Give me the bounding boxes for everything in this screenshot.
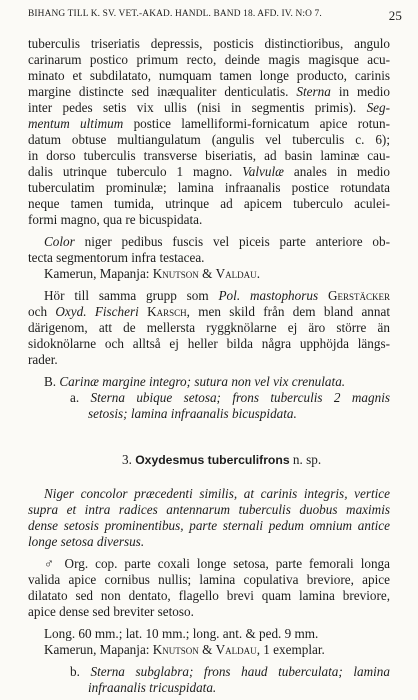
page-number: 25 bbox=[388, 8, 402, 23]
text-run: & bbox=[198, 642, 216, 657]
text-run: Kamerun, Mapanja: bbox=[44, 266, 153, 281]
running-header bbox=[28, 8, 402, 24]
text-line bbox=[28, 132, 390, 148]
text-line bbox=[28, 604, 194, 620]
text-run: a. bbox=[70, 390, 91, 405]
italic-run: Sterna ubique setosa; frons tuberculis 2 magnis bbox=[90, 390, 390, 405]
italic-run: mentum ultimum bbox=[28, 116, 124, 131]
text-line bbox=[28, 352, 58, 368]
author-name: Knutson bbox=[152, 642, 199, 657]
text-line bbox=[28, 588, 390, 604]
text-line bbox=[28, 164, 390, 180]
text-run bbox=[139, 304, 147, 319]
text-run: inter pedes setis vix ullis (nisi in segmentis primis). bbox=[28, 100, 367, 115]
author-name: Knutson bbox=[152, 266, 199, 281]
text-run: ♂ Org. cop. parte coxali longe setosa, parte femorali longa bbox=[44, 556, 390, 571]
text-line bbox=[70, 390, 390, 406]
italic-run: setosis; lamina infraanalis bicuspidata. bbox=[88, 406, 297, 421]
italic-run: Color bbox=[44, 234, 75, 249]
text-run: anales in medio bbox=[283, 164, 390, 179]
text-line bbox=[44, 556, 390, 572]
text-run: & bbox=[198, 266, 216, 281]
text-line bbox=[28, 534, 144, 550]
text-line bbox=[88, 680, 216, 696]
text-line bbox=[28, 304, 390, 320]
text-line bbox=[88, 406, 297, 422]
text-line bbox=[28, 52, 390, 68]
italic-run: Carinæ margine integro; sutura non vel vix crenulata. bbox=[59, 374, 346, 389]
text-line bbox=[122, 452, 321, 468]
running-title: BIHANG TILL K. SV. VET.-AKAD. HANDL. BAND 18. AFD. IV. N:O 7. bbox=[28, 9, 322, 19]
text-run: dalis utrinque tuberculo 1 magno. bbox=[28, 164, 243, 179]
text-run: minato et subdilatato, numquam tamen longe producto, carinis bbox=[28, 68, 390, 83]
text-run: 3. bbox=[122, 452, 136, 467]
text-line bbox=[44, 374, 345, 390]
author-name: Karsch bbox=[147, 304, 187, 319]
italic-run: Seg- bbox=[366, 100, 390, 115]
text-line bbox=[28, 116, 390, 132]
text-line bbox=[28, 502, 390, 518]
species-heading: Oxydesmus tuberculifrons bbox=[135, 453, 290, 467]
text-line bbox=[28, 196, 390, 212]
text-line bbox=[44, 626, 318, 642]
text-line bbox=[44, 486, 390, 502]
text-run: och bbox=[28, 304, 56, 319]
text-run: carinarum postico primum recto, deinde magis magisque acu- bbox=[28, 52, 390, 67]
italic-run: dense setosis prominentibus, parte sternali pedum omnium antice bbox=[28, 518, 390, 533]
italic-run: Oxyd. Fischeri bbox=[55, 304, 139, 319]
italic-run: Sterna subglabra; frons haud tuberculata; lamina bbox=[90, 664, 390, 679]
text-run: datum obtuse multiangulatum (angulis vel tuberculis c. 6); bbox=[28, 132, 390, 147]
text-line bbox=[70, 664, 390, 680]
text-run: Long. 60 mm.; lat. 10 mm.; long. ant. & ped. 9 mm. bbox=[44, 626, 319, 641]
text-line bbox=[28, 336, 390, 352]
text-line bbox=[28, 250, 204, 266]
italic-run: Sterna bbox=[296, 84, 331, 99]
text-line bbox=[28, 100, 390, 116]
text-run: b. bbox=[70, 664, 91, 679]
author-name: Valdau bbox=[215, 642, 257, 657]
author-name: Valdau bbox=[215, 266, 257, 281]
text-line bbox=[28, 68, 390, 84]
italic-run: infraanalis tricuspidata. bbox=[88, 680, 217, 695]
italic-run: supra et intra radices antennarum tuberculis duobus maximis bbox=[28, 502, 390, 517]
text-line bbox=[28, 36, 390, 52]
text-line bbox=[44, 642, 325, 658]
text-run: formi magno, qua re bicuspidata. bbox=[28, 212, 203, 227]
text-run: . bbox=[256, 266, 260, 281]
text-line bbox=[28, 320, 390, 336]
italic-run: Niger concolor præcedenti similis, at carinis integris, vertice bbox=[44, 486, 390, 501]
text-run: Kamerun, Mapanja: bbox=[44, 642, 153, 657]
author-name: Gerstäcker bbox=[327, 288, 390, 303]
text-line bbox=[28, 212, 202, 228]
text-run: tuberculatim prominulæ; lamina infraanalis postice rotundata bbox=[28, 180, 390, 195]
text-line bbox=[28, 518, 390, 534]
text-line bbox=[28, 180, 390, 196]
text-run: tuberculis triseriatis depressis, posticis distinctioribus, angulo bbox=[28, 36, 390, 51]
text-run bbox=[318, 288, 328, 303]
text-run: apice dense sed breviter setoso. bbox=[28, 604, 194, 619]
italic-run: Pol. mastophorus bbox=[218, 288, 319, 303]
text-line bbox=[28, 572, 390, 588]
text-run: sidoknölarne och alltså ej heller bilda några upphöjda längs- bbox=[28, 336, 390, 351]
text-run: därigenom, att de mellersta ryggknölarne ej äro större än bbox=[28, 320, 390, 335]
italic-run: Valvulæ bbox=[242, 164, 284, 179]
text-line bbox=[44, 234, 390, 250]
text-line bbox=[28, 84, 390, 100]
text-run: rader. bbox=[28, 352, 58, 367]
text-run: in dorso tuberculis transverse biseriatis, ad basin laminæ cau- bbox=[28, 148, 390, 163]
italic-run: longe setosa diversus. bbox=[28, 534, 145, 549]
text-run: Hör till samma grupp som bbox=[44, 288, 219, 303]
text-run: , 1 exemplar. bbox=[256, 642, 325, 657]
text-run: valida apice cornibus nullis; lamina copulativa breviore, apice bbox=[28, 572, 390, 587]
text-run: margine distincte sed inæqualiter denticulatis. bbox=[28, 84, 297, 99]
text-run: niger pedibus fuscis vel piceis parte anteriore ob- bbox=[74, 234, 390, 249]
text-run: dilatato sed non dentato, flagello brevi quam lamina breviore, bbox=[28, 588, 390, 603]
text-run: in medio bbox=[330, 84, 390, 99]
text-run: neque tamen tumida, utrinque ad apicem tuberculo aculei- bbox=[28, 196, 390, 211]
text-run: postice lamelliformi-fornicatum apice rotun- bbox=[123, 116, 390, 131]
text-run: B. bbox=[44, 374, 60, 389]
text-run: n. sp. bbox=[289, 452, 322, 467]
text-run: tecta segmentorum infra testacea. bbox=[28, 250, 205, 265]
text-line bbox=[28, 148, 390, 164]
text-line bbox=[44, 288, 390, 304]
text-run: , men skild från dem bland annat bbox=[186, 304, 390, 319]
text-line bbox=[44, 266, 260, 282]
